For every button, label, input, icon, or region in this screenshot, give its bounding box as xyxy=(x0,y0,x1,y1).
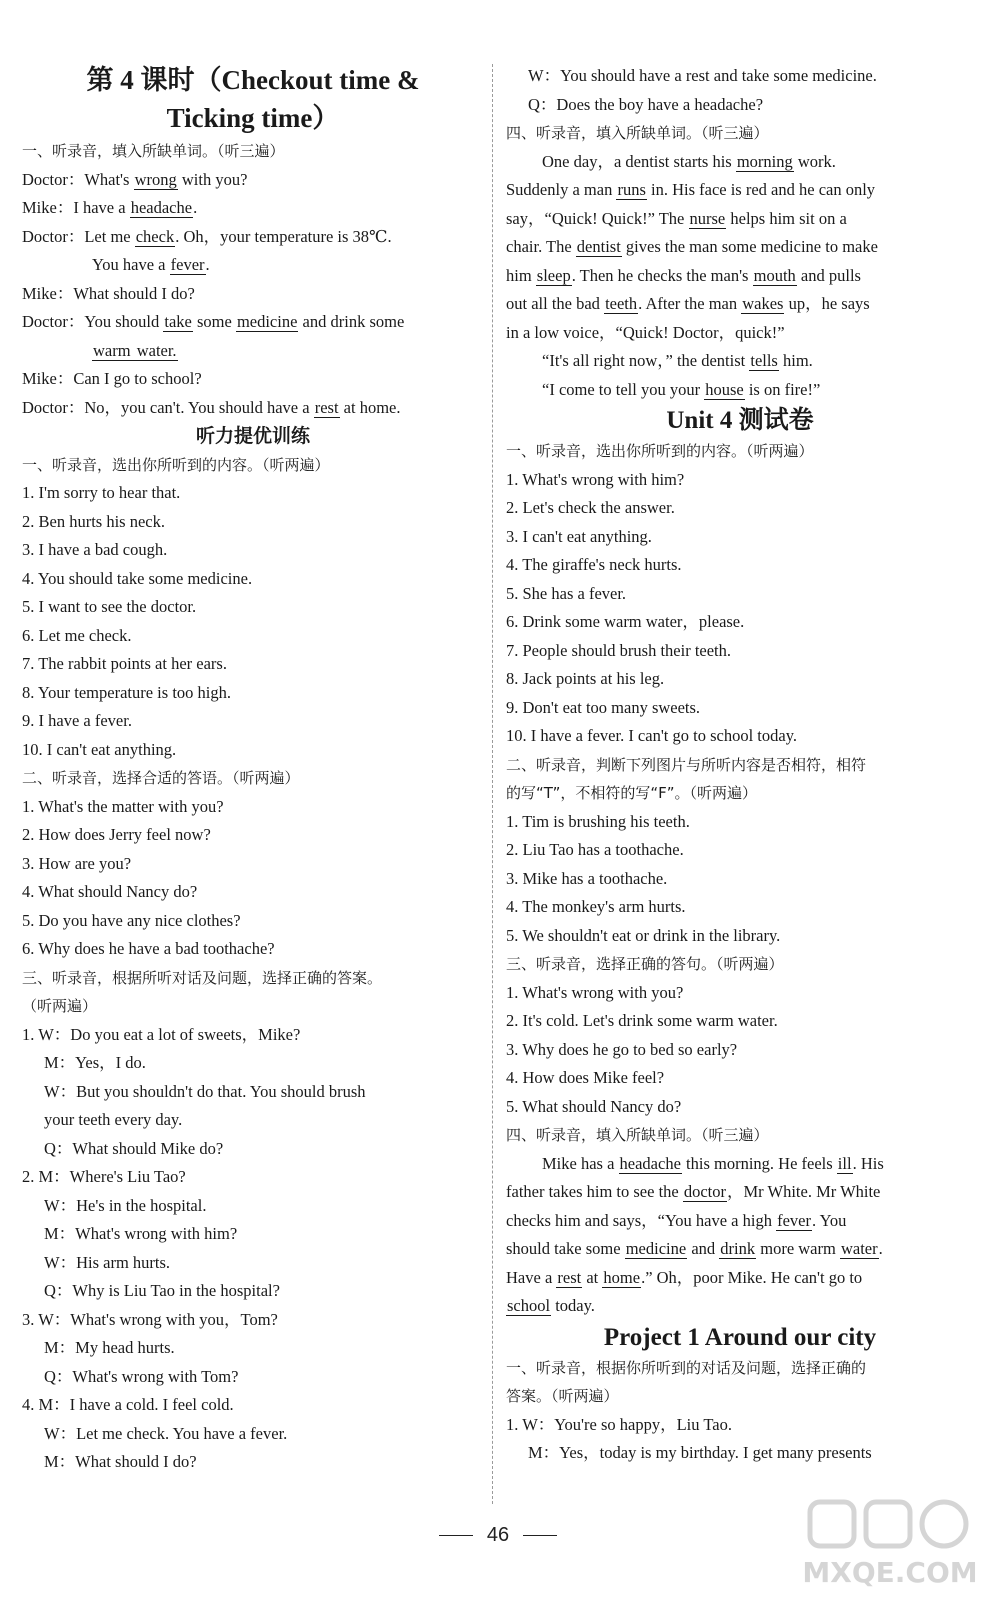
blank-answer: fever xyxy=(777,1210,811,1230)
text-fragment: up，he says xyxy=(784,294,870,313)
text-fragment: out all the bad xyxy=(506,294,605,313)
unit-title: Unit 4 测试卷 xyxy=(666,407,814,434)
blank-answer: nurse xyxy=(689,208,726,228)
text-fragment: and xyxy=(687,1239,720,1258)
blank-answer: water. xyxy=(132,340,177,360)
paragraph-line xyxy=(506,205,974,234)
listening-item-list xyxy=(506,979,974,1122)
listening-item-list xyxy=(22,793,484,964)
speaker-label: Mike： xyxy=(22,283,74,303)
list-item: 6. Why does he have a bad toothache? xyxy=(22,939,275,958)
blank-answer: home xyxy=(603,1267,641,1287)
text-fragment: Mike has a xyxy=(542,1153,619,1173)
dialog-line xyxy=(22,251,484,280)
watermark-logo xyxy=(800,1496,980,1592)
listening-item-list xyxy=(506,466,974,751)
text-fragment: him. xyxy=(778,351,813,370)
list-item: 4. The giraffe's neck hurts. xyxy=(506,555,682,574)
blank-answer: headache xyxy=(619,1153,681,1173)
text-fragment: is on fire!” xyxy=(744,379,821,399)
dialog-line: M：Yes，today is my birthday. I get many presents xyxy=(528,1443,872,1462)
section-heading-cont: （听两遍） xyxy=(22,997,98,1015)
blank-answer: sleep xyxy=(536,265,571,285)
list-item: 1. Tim is brushing his teeth. xyxy=(506,811,690,831)
text-fragment: helps him sit on a xyxy=(726,208,847,228)
blank-answer: house xyxy=(705,379,744,399)
blank-answer: fever xyxy=(170,255,205,274)
text-fragment: work. xyxy=(793,151,836,171)
text-fragment: and pulls xyxy=(796,265,861,285)
text-fragment: at home. xyxy=(339,397,401,417)
fill-blank-story xyxy=(506,148,974,405)
list-item: 4. What should Nancy do? xyxy=(22,882,198,901)
list-item: 8. Jack points at his leg. xyxy=(506,669,665,688)
blank-answer: morning xyxy=(736,151,793,171)
paragraph-line xyxy=(506,1178,974,1207)
dialog-line: W：His arm hurts. xyxy=(44,1252,171,1272)
text-fragment: in a low voice，“Quick! Doctor，quick!” xyxy=(506,322,785,342)
fill-blank-dialog xyxy=(22,166,484,423)
list-item: 10. I have a fever. I can't go to school today. xyxy=(506,726,798,745)
list-item: 5. We shouldn't eat or drink in the library. xyxy=(506,925,781,945)
text-fragment: .” Oh，poor Mike. He can't go to xyxy=(641,1267,863,1287)
list-item: 2. How does Jerry feel now? xyxy=(22,825,211,844)
list-item: 5. I want to see the doctor. xyxy=(22,597,197,616)
text-fragment: this morning. He feels xyxy=(681,1153,837,1173)
blank-answer: rest xyxy=(314,397,339,417)
text-fragment: with you? xyxy=(177,169,248,189)
section-heading: 一、听录音，根据你所听到的对话及问题，选择正确的 xyxy=(506,1358,867,1377)
page-number: 46 xyxy=(0,1524,996,1547)
column-divider xyxy=(492,64,493,1504)
text-fragment: some xyxy=(192,312,236,331)
text-fragment: Suddenly a man xyxy=(506,180,617,199)
list-item: 3. I can't eat anything. xyxy=(506,526,652,546)
dialog-question-list xyxy=(506,1411,974,1468)
fill-blank-story xyxy=(506,1150,974,1321)
list-item: 1. What's wrong with you? xyxy=(506,982,684,1002)
dialog-line: W：Let me check. You have a fever. xyxy=(44,1423,288,1443)
text-fragment: What should I do? xyxy=(73,283,195,303)
list-item: 9. I have a fever. xyxy=(22,711,132,730)
dialog-line xyxy=(22,394,484,423)
blank-answer: medicine xyxy=(236,312,298,331)
text-fragment: Let me xyxy=(84,226,135,246)
list-item: 1. What's wrong with him? xyxy=(506,469,685,489)
dialog-line: M：Yes，I do. xyxy=(44,1053,146,1072)
text-fragment: should take some xyxy=(506,1239,625,1258)
svg-text:MXQE.COM: MXQE.COM xyxy=(802,1556,978,1589)
paragraph-line xyxy=(506,376,974,405)
dialog-line: 2. M：Where's Liu Tao? xyxy=(22,1167,186,1186)
dialog-question-list xyxy=(22,1021,484,1477)
paragraph-line xyxy=(506,1207,974,1236)
left-column xyxy=(22,62,484,1477)
text-fragment: . xyxy=(193,198,198,217)
list-item: 5. What should Nancy do? xyxy=(506,1096,682,1116)
lesson-title-line-1: 第 4 课时（Checkout time & xyxy=(86,65,420,95)
text-fragment: One day，a dentist starts his xyxy=(542,151,736,171)
text-fragment: Can I go to school? xyxy=(73,369,202,388)
text-fragment: You should xyxy=(84,312,164,331)
lesson-title-line-2: Ticking time） xyxy=(166,102,340,133)
dialog-line xyxy=(22,166,484,195)
text-fragment: ，Mr White. Mr White xyxy=(727,1182,881,1201)
paragraph-line xyxy=(506,1235,974,1264)
dialog-line xyxy=(22,280,484,309)
dialog-line: W：But you shouldn't do that. You should brush xyxy=(44,1081,366,1101)
text-fragment: in. His face is red and he can only xyxy=(646,180,876,199)
section-heading: 三、听录音，选择正确的答句。（听两遍） xyxy=(506,955,784,973)
section-subtitle: 听力提优训练 xyxy=(195,425,310,447)
speaker-label: Doctor： xyxy=(22,312,85,331)
list-item: 3. Why does he go to bed so early? xyxy=(506,1039,738,1059)
text-fragment: gives the man some medicine to make xyxy=(621,237,878,256)
text-fragment: . His xyxy=(852,1153,884,1173)
text-fragment: chair. The xyxy=(506,237,576,256)
speaker-label: Mike： xyxy=(22,369,74,388)
paragraph-line xyxy=(506,290,974,319)
blank-answer: headache xyxy=(130,198,193,217)
list-item: 6. Drink some warm water，please. xyxy=(506,612,745,631)
paragraph-line xyxy=(506,148,974,177)
text-fragment: What's xyxy=(84,169,134,189)
list-item: 7. People should brush their teeth. xyxy=(506,640,732,660)
text-fragment: . Oh，your temperature is 38℃. xyxy=(175,226,392,246)
dialog-line xyxy=(22,194,484,223)
list-item: 2. Liu Tao has a toothache. xyxy=(506,840,684,859)
text-fragment: and drink some xyxy=(298,312,405,331)
blank-answer: drink xyxy=(720,1239,756,1258)
section-heading: 一、听录音，填入所缺单词。（听三遍） xyxy=(22,142,285,160)
project-title: Project 1 Around our city xyxy=(603,1323,877,1351)
section-heading-cont: 的写“T”，不相符的写“F”。（听两遍） xyxy=(506,784,758,802)
list-item: 7. The rabbit points at her ears. xyxy=(22,654,227,673)
list-item: 9. Don't eat too many sweets. xyxy=(506,697,701,717)
text-fragment: him xyxy=(506,265,536,285)
right-column xyxy=(506,62,974,1468)
paragraph-line xyxy=(506,262,974,291)
list-item: 3. I have a bad cough. xyxy=(22,540,168,559)
dialog-line: 1. W：Do you eat a lot of sweets，Mike? xyxy=(22,1024,301,1044)
section-heading-cont: 答案。（听两遍） xyxy=(506,1387,619,1405)
blank-answer: warm xyxy=(93,340,131,360)
text-fragment: say，“Quick! Quick!” The xyxy=(506,208,689,228)
speaker-label: Doctor： xyxy=(22,169,85,189)
blank-answer: tells xyxy=(750,351,778,370)
list-item: 5. Do you have any nice clothes? xyxy=(22,910,241,930)
blank-answer: wakes xyxy=(742,294,784,313)
section-heading: 一、听录音，选出你所听到的内容。（听两遍） xyxy=(22,455,330,474)
list-item: 8. Your temperature is too high. xyxy=(22,682,231,702)
dialog-line: M：What's wrong with him? xyxy=(44,1224,238,1243)
blank-answer: medicine xyxy=(625,1239,687,1258)
list-item: 10. I can't eat anything. xyxy=(22,739,177,759)
speaker-label: Mike： xyxy=(22,198,74,217)
dialog-line: Q：Does the boy have a headache? xyxy=(528,94,764,114)
dialog-line: W：You should have a rest and take some medicine. xyxy=(528,66,877,85)
section-heading: 一、听录音，选出你所听到的内容。（听两遍） xyxy=(506,442,814,460)
list-item: 4. You should take some medicine. xyxy=(22,568,253,588)
list-item: 6. Let me check. xyxy=(22,625,132,645)
section-heading: 二、听录音，判断下列图片与所听内容是否相符，相符 xyxy=(506,755,867,774)
text-fragment: today. xyxy=(551,1296,595,1315)
listening-item-list xyxy=(506,808,974,951)
speaker-label: Doctor： xyxy=(22,226,85,246)
list-item: 3. Mike has a toothache. xyxy=(506,868,668,888)
text-fragment: No，you can't. You should have a xyxy=(84,397,314,417)
paragraph-line xyxy=(506,1264,974,1293)
list-item: 4. The monkey's arm hurts. xyxy=(506,897,686,916)
text-fragment: . After the man xyxy=(638,294,742,313)
dialog-line: M：What should I do? xyxy=(44,1452,197,1471)
paragraph-line xyxy=(506,1150,974,1179)
list-item: 2. It's cold. Let's drink some warm water. xyxy=(506,1011,778,1030)
dialog-line: 1. W：You're so happy，Liu Tao. xyxy=(506,1414,732,1434)
list-item: 1. I'm sorry to hear that. xyxy=(22,483,181,502)
text-fragment: more warm xyxy=(756,1239,840,1258)
paragraph-line xyxy=(506,233,974,262)
text-fragment: . xyxy=(878,1239,883,1258)
text-fragment: I have a xyxy=(73,198,130,217)
blank-answer: dentist xyxy=(576,237,621,256)
list-item: 4. How does Mike feel? xyxy=(506,1068,665,1087)
section-heading: 三、听录音，根据所听对话及问题，选择正确的答案。 xyxy=(22,968,383,987)
paragraph-line xyxy=(506,176,974,205)
list-item: 2. Ben hurts his neck. xyxy=(22,511,165,531)
speaker-label: Doctor： xyxy=(22,397,85,417)
section-heading: 四、听录音，填入所缺单词。（听三遍） xyxy=(506,124,769,142)
dialog-line: Q：Why is Liu Tao in the hospital? xyxy=(44,1281,280,1300)
blank-answer: doctor xyxy=(683,1182,727,1201)
list-item: 5. She has a fever. xyxy=(506,583,627,603)
blank-answer: take xyxy=(164,312,192,331)
blank-answer: rest xyxy=(557,1267,582,1287)
listening-item-list xyxy=(22,479,484,764)
dialog-line xyxy=(22,223,484,252)
text-fragment: father takes him to see the xyxy=(506,1182,683,1201)
text-fragment: “I come to tell you your xyxy=(542,379,705,399)
list-item: 2. Let's check the answer. xyxy=(506,498,675,517)
blank-answer: wrong xyxy=(134,169,177,189)
paragraph-line xyxy=(506,319,974,348)
blank-answer: school xyxy=(507,1296,551,1315)
section-heading: 二、听录音，选择合适的答语。（听两遍） xyxy=(22,769,300,787)
blank-answer: water xyxy=(840,1239,878,1258)
dialog-line xyxy=(22,365,484,394)
text-fragment: “It's all right now，” the dentist xyxy=(542,351,750,370)
blank-answer: mouth xyxy=(753,265,796,285)
blank-answer: ill xyxy=(837,1153,852,1173)
dialog-line: 4. M：I have a cold. I feel cold. xyxy=(22,1395,234,1414)
paragraph-line xyxy=(506,1292,974,1321)
text-fragment: checks him and says，“You have a high xyxy=(506,1210,777,1230)
dialog-line: 3. W：What's wrong with you，Tom? xyxy=(22,1309,278,1329)
dialog-line: your teeth every day. xyxy=(44,1110,183,1129)
list-item: 3. How are you? xyxy=(22,853,132,873)
text-fragment: Have a xyxy=(506,1267,557,1287)
text-fragment: at xyxy=(582,1267,603,1287)
blank-answer: check xyxy=(135,226,175,246)
dialog-line: W：He's in the hospital. xyxy=(44,1195,207,1215)
text-fragment: . Then he checks the man's xyxy=(571,265,753,285)
text-fragment: . You xyxy=(811,1210,847,1230)
text-fragment: . xyxy=(205,255,210,274)
text-fragment: You have a xyxy=(92,255,170,274)
dialog-line: Q：What's wrong with Tom? xyxy=(44,1366,239,1386)
blank-answer: runs xyxy=(617,180,646,199)
dialog-line xyxy=(22,337,484,366)
section-heading: 四、听录音，填入所缺单词。（听三遍） xyxy=(506,1126,769,1144)
paragraph-line xyxy=(506,347,974,376)
dialog-line xyxy=(22,308,484,337)
dialog-line: Q：What should Mike do? xyxy=(44,1138,224,1158)
dialog-line: M：My head hurts. xyxy=(44,1338,175,1357)
blank-answer: teeth xyxy=(605,294,638,313)
list-item: 1. What's the matter with you? xyxy=(22,796,224,816)
